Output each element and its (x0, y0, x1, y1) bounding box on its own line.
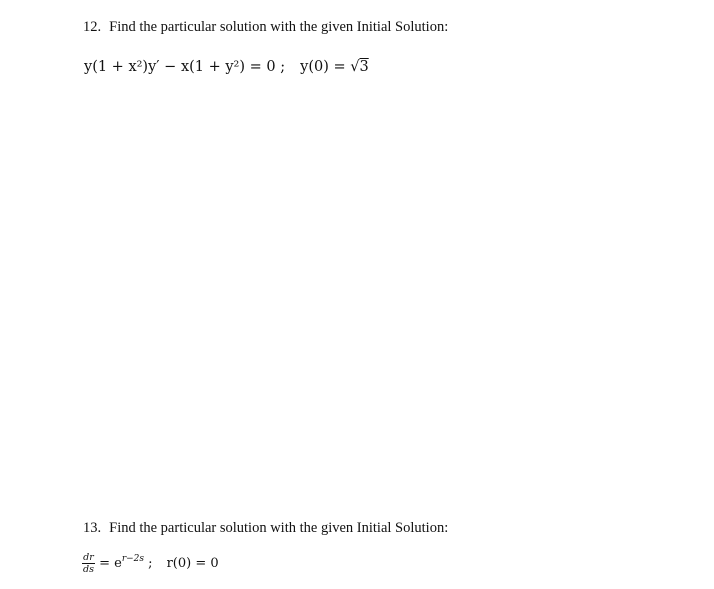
question-12-number: 12. (83, 19, 102, 35)
rhs-base: = e (99, 556, 122, 571)
question-13-equation (82, 552, 219, 575)
question-12-initial-condition: y(0) = √3 (300, 59, 369, 75)
question-13-number: 13. (83, 520, 102, 536)
question-12-differential-equation: y(1 + x²)y′ − x(1 + y²) = 0 ; (84, 59, 286, 75)
fraction-numerator: dr (83, 552, 94, 563)
fraction-denominator: ds (83, 564, 94, 575)
question-13-initial-condition: r(0) = 0 (166, 556, 219, 571)
equation-separator: ; (148, 556, 153, 571)
question-12-text: Find the particular solution with the given Initial Solution: (109, 19, 449, 35)
derivative-fraction (82, 552, 95, 575)
question-12-equation (84, 59, 369, 75)
question-13-heading (83, 520, 448, 537)
question-12-heading (83, 19, 448, 36)
question-13-text: Find the particular solution with the given Initial Solution: (109, 520, 449, 536)
rhs-exponent: r−2s (121, 554, 145, 564)
